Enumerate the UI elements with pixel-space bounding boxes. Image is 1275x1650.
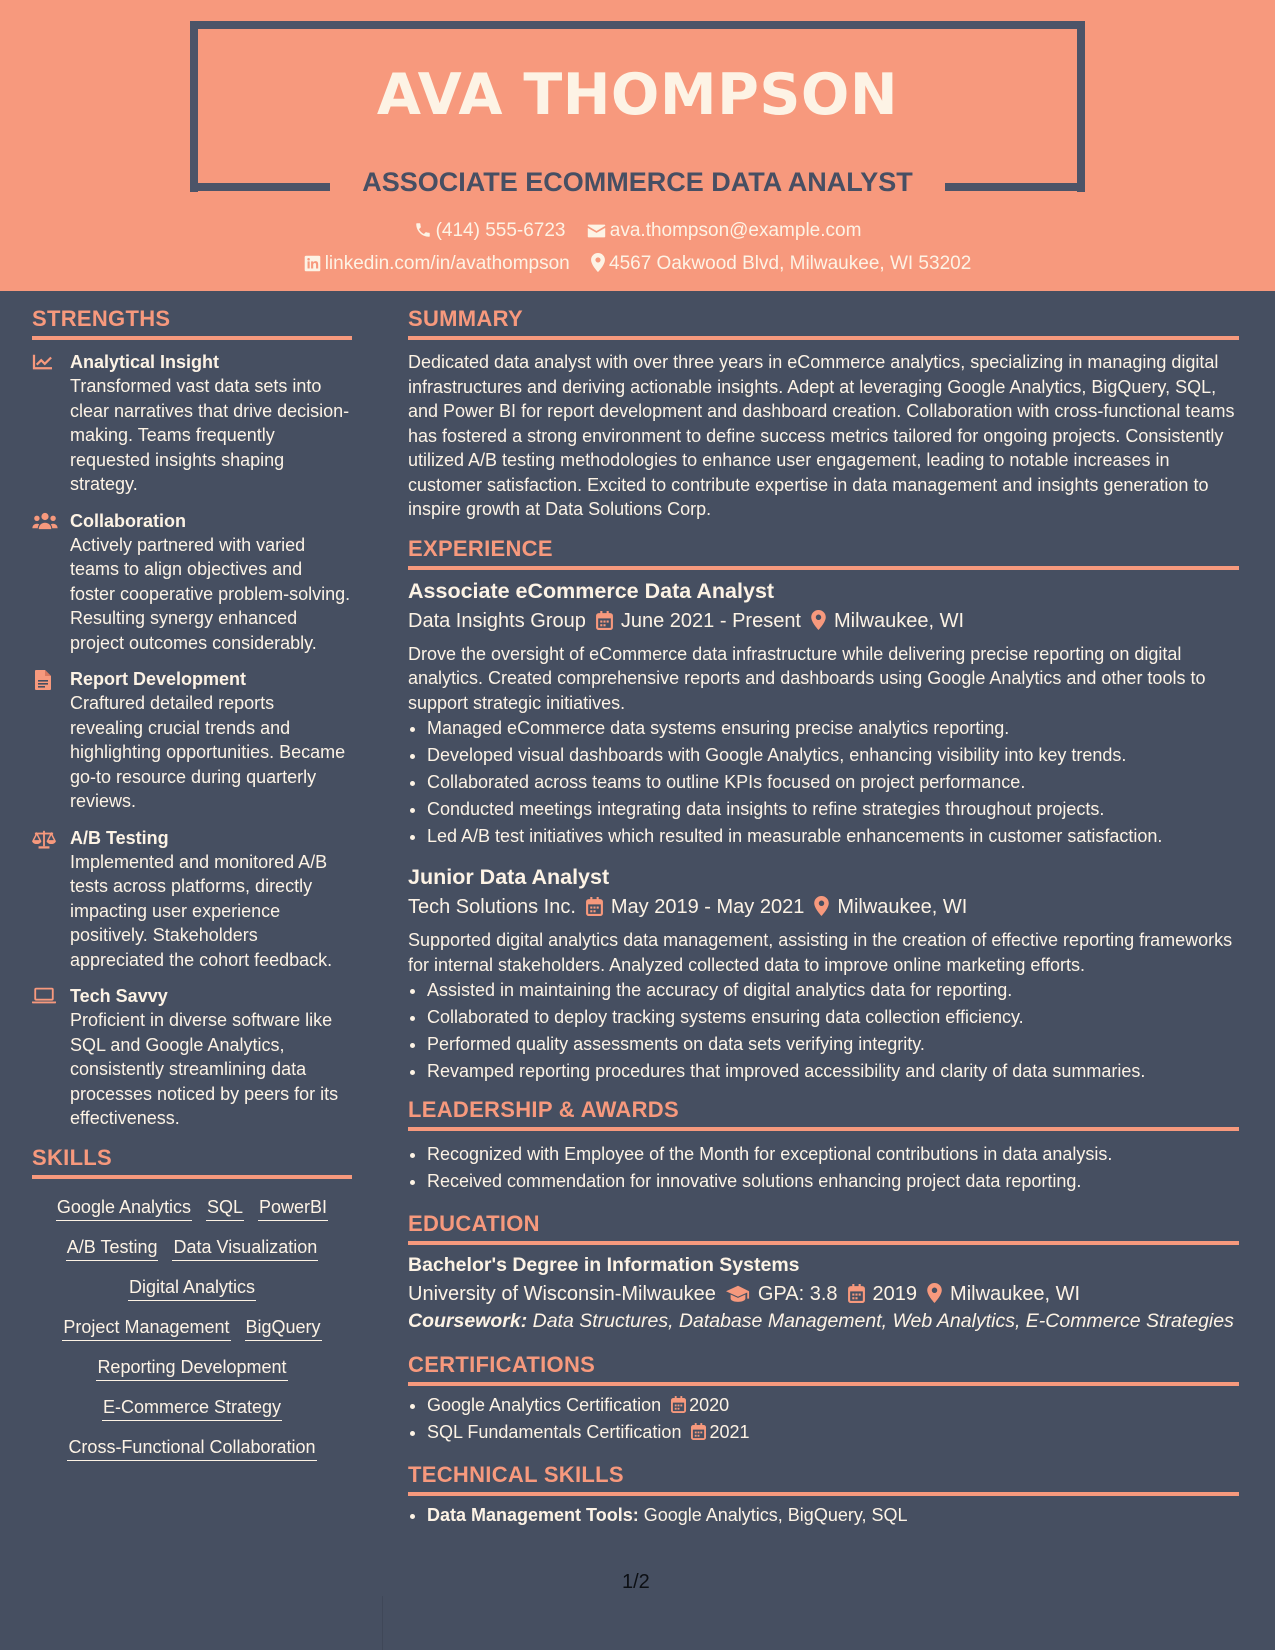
laptop-icon: [32, 987, 56, 1005]
graduation-year: 2019: [872, 1283, 918, 1305]
list-item: [427, 1419, 1239, 1446]
map-pin-icon: [814, 896, 829, 916]
email-item[interactable]: [587, 220, 862, 241]
phone-icon: [414, 221, 432, 239]
calendar-icon: [691, 1423, 706, 1440]
candidate-name: AVA THOMPSON: [376, 62, 899, 128]
right-column: [408, 306, 1239, 1541]
contact-row-1: [0, 220, 1275, 242]
strengths-heading: STRENGTHS: [32, 306, 352, 340]
skill-tag: Project Management: [62, 1317, 230, 1341]
contact-row-2: [0, 253, 1275, 275]
cert-year: 2020: [689, 1395, 730, 1415]
certifications-list: [408, 1392, 1239, 1446]
calendar-icon: [586, 897, 603, 916]
summary-heading: SUMMARY: [408, 306, 1239, 340]
strength-item: [32, 984, 352, 1131]
job-bullets: [408, 977, 1239, 1085]
list-item: • Collaborated to deploy tracking systems ensuring data collection efficiency.: [427, 1004, 1239, 1031]
job-title: Associate eCommerce Data Analyst: [408, 578, 775, 603]
list-item: [427, 1392, 1239, 1419]
skill-row: [32, 1437, 352, 1461]
school-name: University of Wisconsin-Milwaukee: [408, 1283, 716, 1305]
education-heading: EDUCATION: [408, 1211, 1239, 1245]
skills-heading: SKILLS: [32, 1145, 352, 1179]
list-item: • Received commendation for innovative solutions enhancing project data reporting.: [427, 1168, 1239, 1195]
coursework-label: Coursework:: [408, 1310, 528, 1332]
coursework-text: Data Structures, Database Management, Web Analytics, E-Commerce Strategies: [532, 1310, 1234, 1332]
summary-text: Dedicated data analyst with over three years in eCommerce analytics, specializing in managing digital infrastructures and deriving actionable insights. Adept at leveraging Google Analytics, BigQuery, SQL, and Power BI for report development and dashboard creation. Collaboration with cross-functional teams has fostered a strong environment to define success metrics tailored for ongoing projects. Consistently utilized A/B testing methodologies to enhance user engagement, leading to notable increases in customer satisfaction. Excited to contribute expertise in data management and insights generation to inspire growth at Data Solutions Corp.: [408, 352, 1235, 519]
phone-text: (414) 555-6723: [435, 220, 566, 241]
list-item: • Collaborated across teams to outline KPIs focused on project performance.: [427, 769, 1239, 796]
job-meta: [408, 892, 1239, 922]
skill-row: [32, 1397, 352, 1421]
page-number: 1/2: [622, 1571, 650, 1593]
education-meta: [408, 1279, 1239, 1309]
phone-item: [414, 220, 571, 241]
leadership-heading: LEADERSHIP & AWARDS: [408, 1097, 1239, 1131]
tech-skill-label: Data Management Tools:: [427, 1505, 639, 1525]
strength-title: Collaboration: [70, 510, 186, 531]
envelope-icon: [587, 223, 606, 239]
cert-name: Google Analytics Certification: [427, 1395, 662, 1415]
map-pin-icon: [811, 610, 826, 630]
linkedin-icon: [304, 255, 321, 272]
job-description: Supported digital analytics data management, assisting in the creation of effective reporting frameworks for internal stakeholders. Analyzed collected data to improve online marketing efforts.: [408, 930, 1233, 975]
job-dates: June 2021 - Present: [620, 609, 801, 632]
map-pin-icon: [591, 253, 605, 272]
strength-desc: Proficient in diverse software like SQL and Google Analytics, consistently streamlining data processes noticed by peers for its effectiveness.: [70, 1010, 339, 1128]
cert-name: SQL Fundamentals Certification: [427, 1422, 682, 1442]
list-item: • Conducted meetings integrating data insights to refine strategies throughout projects.: [427, 796, 1239, 823]
skill-row: [32, 1237, 352, 1261]
map-pin-icon: [927, 1283, 942, 1303]
chart-line-icon: [32, 353, 54, 371]
list-item: • Assisted in maintaining the accuracy of digital analytics data for reporting.: [427, 977, 1239, 1004]
strength-title: Tech Savvy: [70, 986, 168, 1006]
strength-desc: Craftured detailed reports revealing crucial trends and highlighting opportunities. Became go-to resource during quarterly reviews.: [70, 693, 346, 811]
job-bullets: [408, 715, 1239, 850]
column-divider: [382, 1596, 383, 1650]
strength-item: [32, 826, 352, 973]
strength-item: [32, 350, 352, 497]
list-item: • Led A/B test initiatives which resulted in measurable enhancements in customer satisfaction.: [427, 823, 1239, 850]
job-dates: May 2019 - May 2021: [610, 896, 805, 918]
calendar-icon: [671, 1396, 686, 1413]
skill-tag: Reporting Development: [96, 1357, 287, 1381]
calendar-icon: [848, 1284, 865, 1303]
list-item: • Performed quality assessments on data sets verifying integrity.: [427, 1031, 1239, 1058]
coursework: [408, 1309, 1239, 1334]
skill-row: [32, 1197, 352, 1221]
education-location: Milwaukee, WI: [950, 1283, 1081, 1305]
skill-tag: Digital Analytics: [128, 1277, 256, 1301]
technical-skills-heading: TECHNICAL SKILLS: [408, 1462, 1239, 1496]
skill-tag: PowerBI: [258, 1197, 328, 1221]
strength-item: [32, 667, 352, 814]
experience-heading: EXPERIENCE: [408, 536, 1239, 570]
left-column: [32, 306, 352, 1477]
strength-desc: Actively partnered with varied teams to align objectives and foster cooperative problem-solving. Resulting synergy enhanced project outcomes considerably.: [70, 534, 351, 653]
certifications-heading: CERTIFICATIONS: [408, 1352, 1239, 1386]
job-company: Tech Solutions Inc.: [408, 896, 576, 918]
skill-tag: Google Analytics: [56, 1197, 192, 1221]
job-entry: [408, 862, 1239, 1085]
strength-desc: Transformed vast data sets into clear narratives that drive decision-making. Teams frequently requested insights shaping strategy.: [70, 376, 350, 494]
resume-header: [0, 0, 1275, 291]
strength-title: Report Development: [70, 669, 247, 689]
technical-skills-list: [408, 1502, 1239, 1529]
job-description: Drove the oversight of eCommerce data infrastructure while delivering precise reporting on digital analytics. Created comprehensive reports and dashboards using Google Analytics and other tools to support strategic initiatives.: [408, 643, 1206, 713]
skill-tag: A/B Testing: [66, 1237, 159, 1261]
users-icon: [32, 512, 58, 530]
skill-tag: SQL: [206, 1197, 244, 1221]
leadership-list: [408, 1141, 1239, 1195]
file-icon: [35, 670, 51, 690]
degree-title: Bachelor's Degree in Information Systems: [408, 1254, 800, 1276]
strength-title: Analytical Insight: [70, 352, 220, 372]
skill-row: [32, 1277, 352, 1301]
list-item: [427, 1502, 1239, 1529]
skills-section: [32, 1145, 352, 1461]
calendar-icon: [596, 611, 613, 630]
job-entry: [408, 576, 1239, 851]
list-item: • Developed visual dashboards with Google Analytics, enhancing visibility into key trends.: [427, 742, 1239, 769]
job-meta: [408, 606, 1239, 636]
candidate-role: ASSOCIATE ECOMMERCE DATA ANALYST: [362, 167, 913, 197]
list-item: • Revamped reporting procedures that improved accessibility and clarity of data summaries.: [427, 1058, 1239, 1085]
email-text: ava.thompson@example.com: [609, 220, 862, 241]
list-item: • Recognized with Employee of the Month for exceptional contributions in data analysis.: [427, 1141, 1239, 1168]
job-location: Milwaukee, WI: [837, 896, 968, 918]
job-company: Data Insights Group: [408, 609, 586, 632]
gpa: GPA: 3.8: [757, 1283, 838, 1305]
skill-tag: Data Visualization: [172, 1237, 318, 1261]
skill-row: [32, 1317, 352, 1341]
graduation-cap-icon: [726, 1285, 750, 1303]
job-location: Milwaukee, WI: [834, 609, 965, 632]
address-text: 4567 Oakwood Blvd, Milwaukee, WI 53202: [609, 253, 972, 274]
linkedin-text: linkedin.com/in/avathompson: [324, 253, 570, 274]
skill-row: [32, 1357, 352, 1381]
list-item: • Managed eCommerce data systems ensuring precise analytics reporting.: [427, 715, 1239, 742]
job-title: Junior Data Analyst: [408, 865, 610, 889]
strength-title: A/B Testing: [70, 827, 169, 848]
skill-tag: BigQuery: [245, 1317, 322, 1341]
balance-scale-icon: [32, 829, 56, 849]
skill-tag: Cross-Functional Collaboration: [67, 1437, 316, 1461]
address-item: [591, 253, 971, 274]
tech-skill-value: Google Analytics, BigQuery, SQL: [643, 1505, 908, 1525]
skill-tag: E-Commerce Strategy: [102, 1397, 282, 1421]
strength-desc: Implemented and monitored A/B tests across platforms, directly impacting user experience positively. Stakeholders appreciated the cohort feedback.: [70, 851, 333, 970]
linkedin-item[interactable]: [304, 253, 575, 274]
cert-year: 2021: [709, 1422, 750, 1442]
strength-item: [32, 509, 352, 656]
